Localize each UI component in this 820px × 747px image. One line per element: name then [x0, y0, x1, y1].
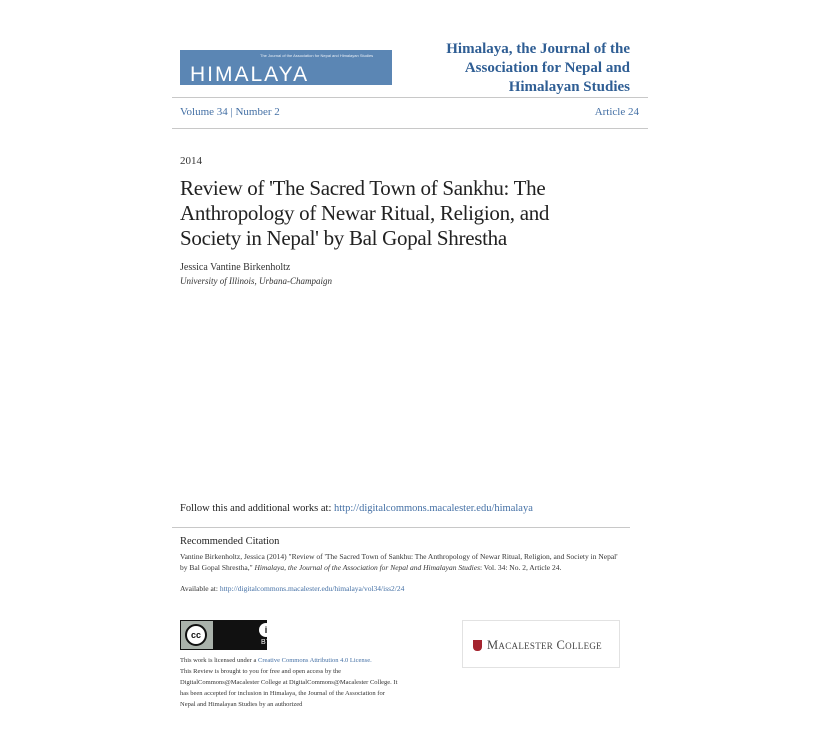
citation-journal-name: Himalaya, the Journal of the Association for Nepal and Himalayan Studies	[254, 563, 480, 572]
citation-text	[180, 551, 620, 573]
author-affiliation: University of Illinois, Urbana-Champaign	[180, 276, 332, 286]
citation-heading: Recommended Citation	[180, 536, 280, 547]
publication-year: 2014	[180, 155, 202, 167]
license-text-part: This work is licensed under a	[180, 657, 258, 664]
banner-wordmark: HIMALAYA	[190, 63, 310, 86]
available-link[interactable]: http://digitalcommons.macalester.edu/himalaya/vol34/iss2/24	[219, 584, 405, 593]
journal-title-line: Himalaya, the Journal of the	[446, 41, 630, 57]
author-name: Jessica Vantine Birkenholtz	[180, 262, 291, 273]
macalester-name: Macalester College	[487, 638, 602, 652]
journal-title-line: Association for Nepal and	[464, 60, 630, 76]
article-title	[180, 176, 600, 251]
article-title-line: Society in Nepal' by Bal Gopal Shrestha	[180, 226, 507, 250]
license-text	[180, 655, 400, 710]
cc-icon: cc	[185, 624, 207, 646]
cc-badge-right	[213, 621, 272, 649]
citation-text-part: Vantine Birkenholtz, Jessica (2014) "Review of 'The Sacred Town of Sankhu: The Anthropology of Newar Ritual, Religion, and Society in Nepal' by Bal Gopal Shrestha,"	[180, 552, 618, 572]
follow-link[interactable]: http://digitalcommons.macalester.edu/himalaya	[334, 503, 533, 514]
article-title-line: Anthropology of Newar Ritual, Religion, and	[180, 201, 550, 225]
license-link[interactable]: Creative Commons Attribution 4.0 License.	[257, 657, 372, 664]
follow-prefix: Follow this and additional works at:	[180, 503, 334, 514]
follow-line	[180, 503, 533, 514]
by-label: BY	[261, 639, 272, 646]
citation-text-part: : Vol. 34: No. 2, Article 24.	[479, 563, 562, 572]
license-text-part: This Review is brought to you for free and open access by the DigitalCommons@Macalester College at DigitalCommons@Macalester College. It has been accepted for inclusion in Himalaya, the Journal of the Association for Nepal and Himalayan Studies by an authorized	[180, 668, 398, 708]
article-title-line: Review of 'The Sacred Town of Sankhu: The	[180, 176, 546, 200]
shield-icon	[473, 640, 482, 651]
divider-top	[172, 97, 648, 98]
attribution-icon: i	[259, 623, 273, 637]
himalaya-banner	[180, 50, 392, 85]
divider-citation	[172, 527, 630, 528]
available-label: Available at:	[180, 584, 220, 593]
citation-available	[180, 584, 404, 593]
divider-issue	[172, 128, 648, 129]
macalester-logo[interactable]	[462, 620, 620, 668]
volume-number-link[interactable]: Volume 34 | Number 2	[180, 106, 280, 118]
cc-badge-left	[181, 621, 213, 649]
article-number-link[interactable]: Article 24	[594, 106, 639, 118]
journal-title-line: Himalayan Studies	[508, 79, 630, 95]
banner-tagline: The Journal of the Association for Nepal and Himalayan Studies	[260, 53, 374, 58]
journal-title[interactable]	[400, 40, 630, 97]
cc-by-badge[interactable]	[180, 620, 272, 650]
